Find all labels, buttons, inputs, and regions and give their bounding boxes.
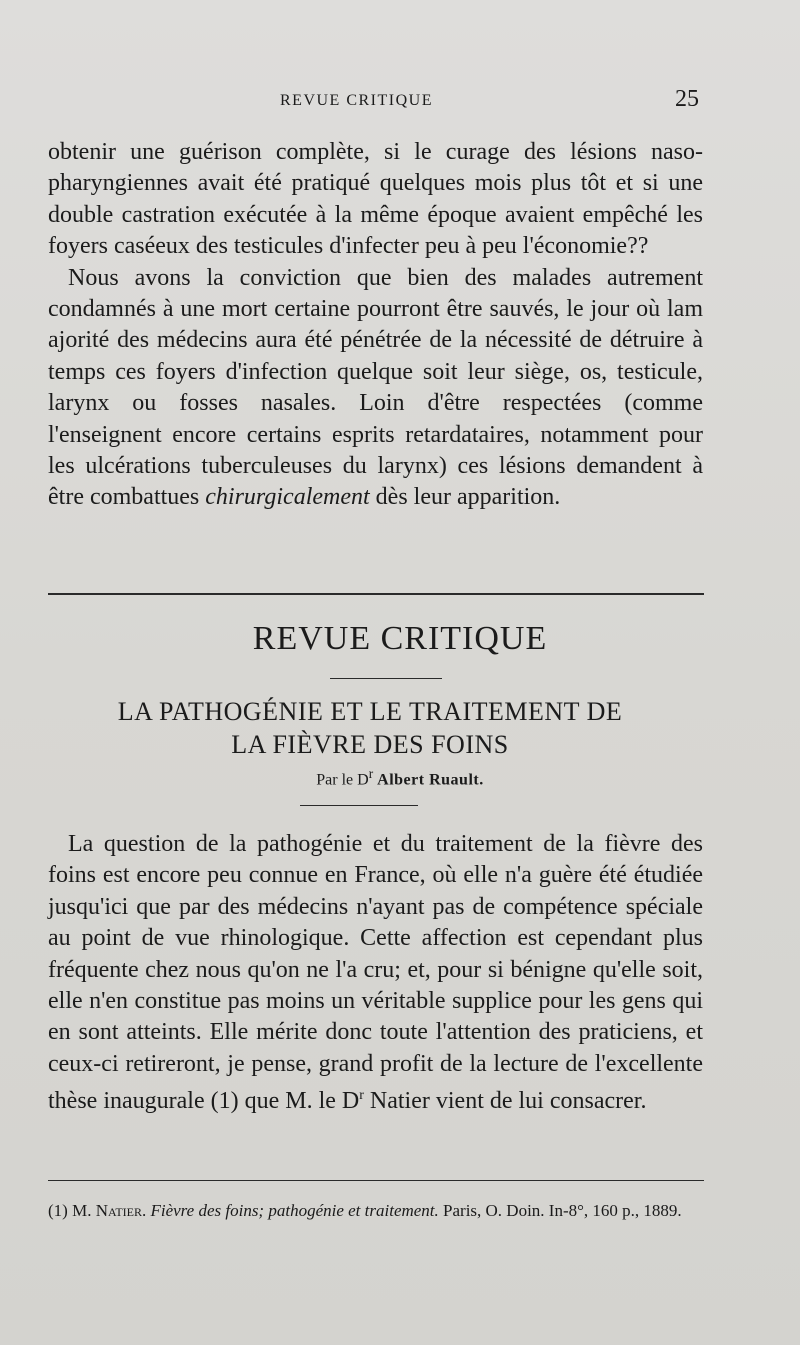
- title-rule: [330, 678, 442, 679]
- paragraph-conviction-end: dès leur apparition.: [369, 484, 561, 511]
- running-title: REVUE CRITIQUE: [280, 92, 433, 109]
- article-title-line-1: LA PATHOGÉNIE ET LE TRAITEMENT DE: [117, 697, 623, 726]
- footnote-details: Paris, O. Doin. In-8°, 160 p., 1889.: [438, 1201, 682, 1220]
- article-title: [40, 695, 700, 761]
- footnote-rule: [48, 1180, 704, 1181]
- footnote-marker: (1) M.: [48, 1201, 96, 1220]
- byline-author: Albert Ruault.: [377, 771, 484, 789]
- paragraph-continued: obtenir une guérison complète, si le curage des lésions naso-pharyngiennes avait été pratiqué quelques mois plus tôt et si une double castration exécutée à la même époque avaient empêché les foyers caséeux des testicules d'infecter peu à peu l'économie??: [48, 139, 703, 260]
- footnote-title: Fièvre des foins; pathogénie et traitement.: [150, 1201, 439, 1220]
- section-divider-rule: [48, 593, 704, 595]
- footnote-author: Natier.: [95, 1201, 147, 1220]
- footnote: [48, 1197, 728, 1224]
- article-paragraph-end: Natier vient de lui consacrer.: [363, 1088, 647, 1115]
- byline-rule: [300, 805, 418, 806]
- running-header: [0, 86, 800, 116]
- byline-prefix: Par le D: [316, 771, 369, 789]
- section-title: REVUE CRITIQUE: [252, 620, 548, 657]
- continued-text: [48, 137, 703, 514]
- byline: [0, 766, 800, 789]
- article-body: [48, 829, 703, 1118]
- article-paragraph-text: La question de la pathogénie et du traitement de la fièvre des foins est encore peu connue en France, où elle n'a guère été étudiée jusqu'ici que par des médecins n'ayant pas de compétence spéciale au point de vue rhinologique. Cette affection est cependant plus fréquente chez nous qu'on ne l'a cru; et, pour si bénigne qu'elle soit, elle n'en constitue pas moins un véritable supplice pour les gens qui en sont atteints. Elle mérite donc toute l'attention des praticiens, et ceux-ci retireront, je pense, grand profit de la lecture de l'excellente thèse inaugurale (1) que M. le D: [48, 831, 703, 1115]
- article-title-line-2: LA FIÈVRE DES FOINS: [231, 730, 509, 759]
- article-paragraph: [48, 829, 703, 1118]
- italic-word: chirurgicalement: [205, 484, 370, 511]
- page-number: 25: [675, 86, 699, 112]
- article-paragraph-superscript: r: [359, 1088, 364, 1104]
- paragraph-conviction-text: Nous avons la conviction que bien des malades autrement condamnés à une mort certaine pourront être sauvés, le jour où lam ajorité des médecins aura été pénétrée de la nécessité de détruire à temps ces foyers d'infection quelque soit leur siège, os, testicule, larynx ou fosses nasales. Loin d'être respectées (comme l'enseignent encore certains esprits retardataires, notamment pour les ulcérations tuberculeuses du larynx) ces lésions demandent à être combattues: [48, 264, 703, 511]
- byline-superscript: r: [368, 766, 374, 781]
- paragraph-conviction: [48, 263, 703, 514]
